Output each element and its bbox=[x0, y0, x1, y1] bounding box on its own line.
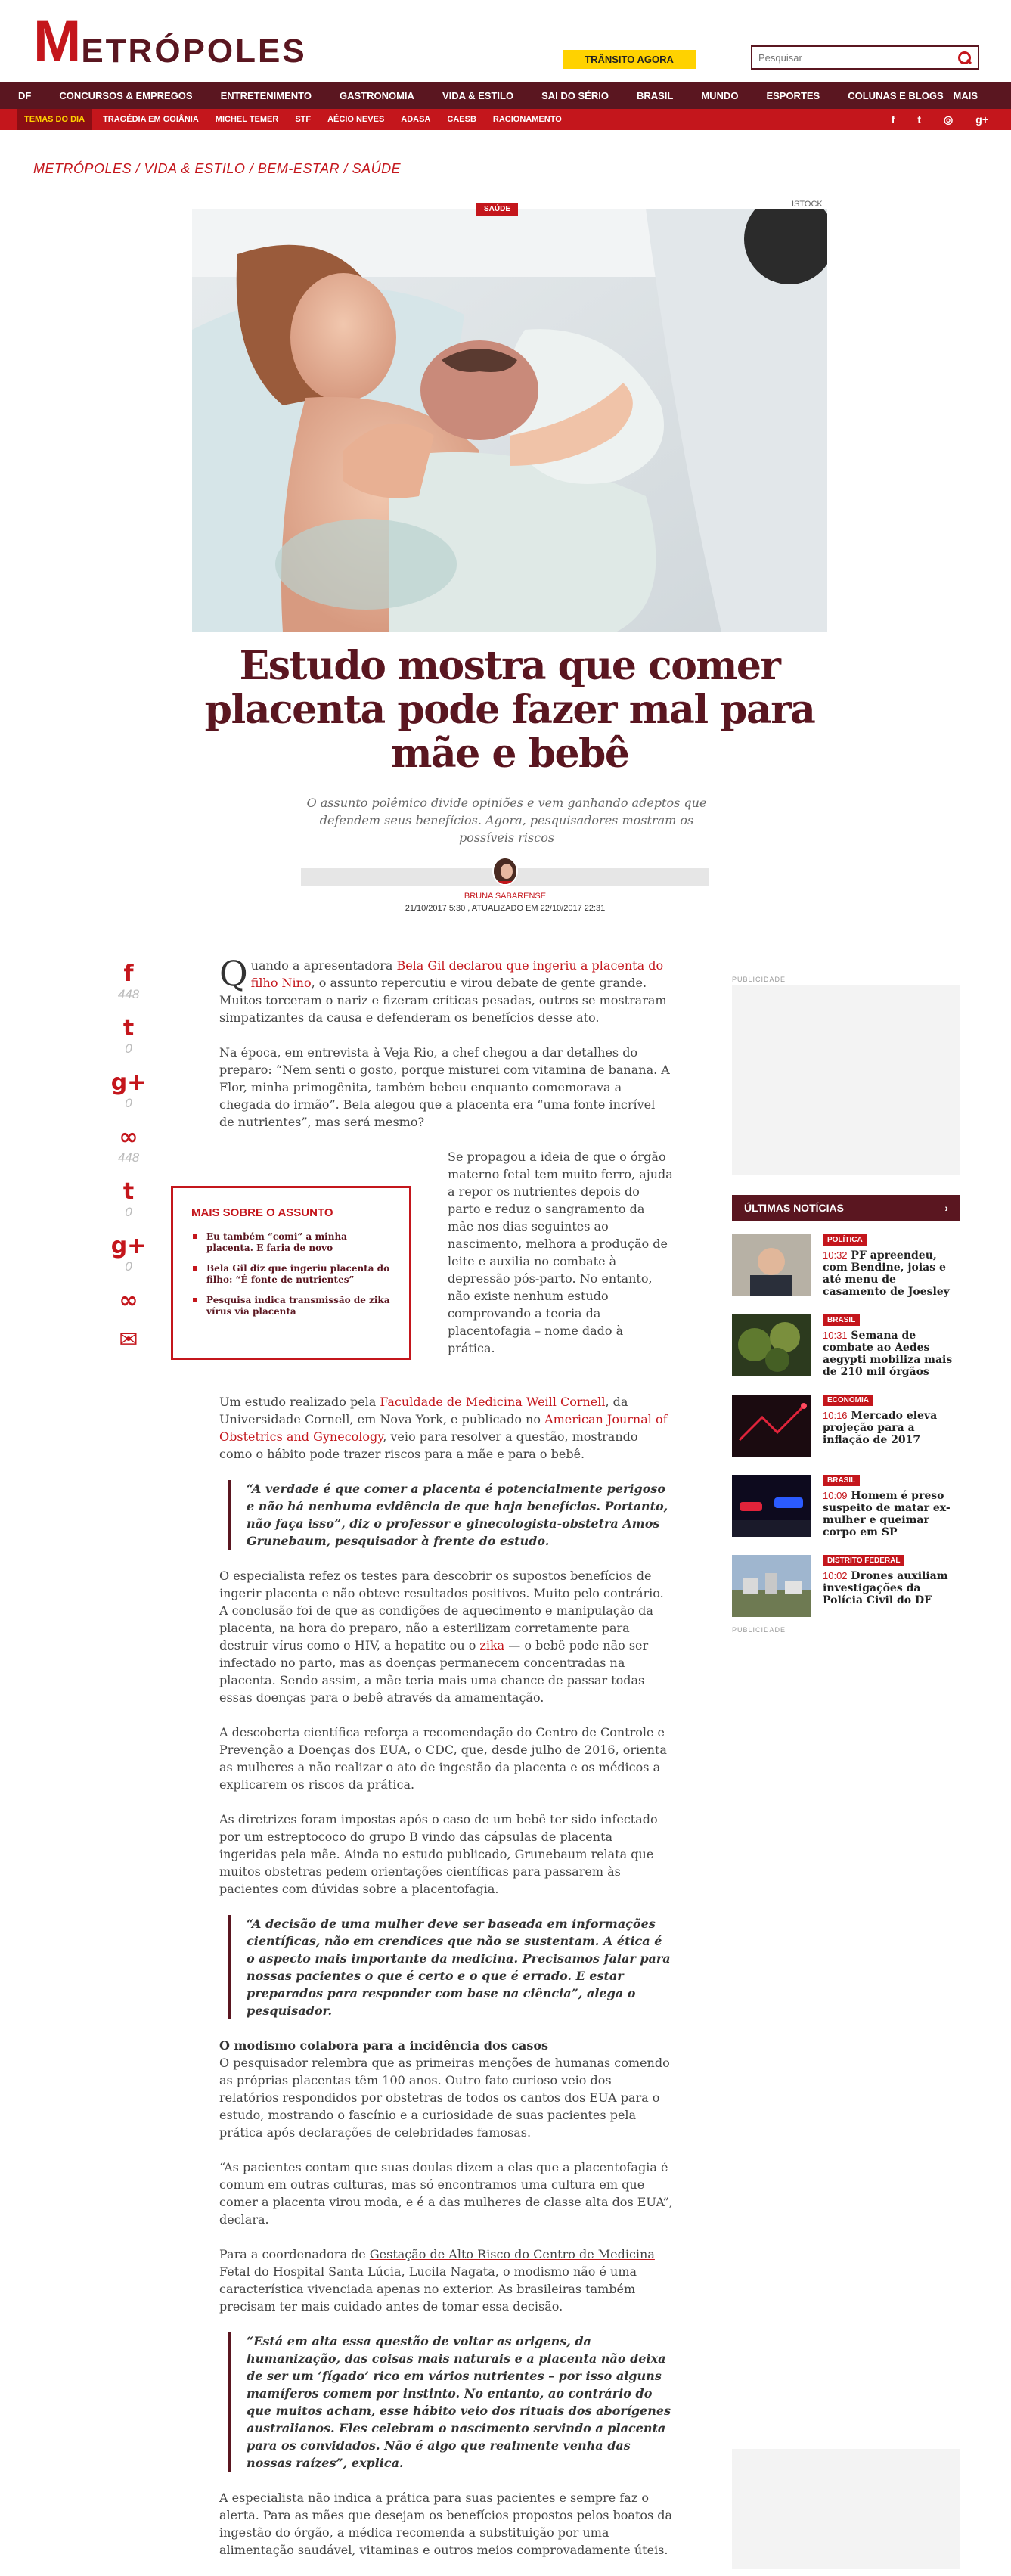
news-category: DISTRITO FEDERAL bbox=[823, 1555, 904, 1566]
topic-link[interactable]: AÉCIO NEVES bbox=[327, 115, 385, 124]
news-thumbnail bbox=[732, 1475, 811, 1537]
news-time: 10:32 bbox=[823, 1249, 848, 1261]
paragraph: As diretrizes foram impostas após o caso de um bebê ter sido infectado por um estreptococo do grupo B vindo das cápsulas de placenta ingeridas pela mãe. Ainda no estudo publicado, Grunebaum relata que muitos obstetras pedem orientações científicas para passarem às pacientes com dúvidas sobre a placentofagia. bbox=[219, 1812, 658, 1896]
news-thumbnail bbox=[732, 1395, 811, 1457]
text: , da Universidade Cornell, em Nova York, e publicado no bbox=[219, 1395, 628, 1426]
section-heading: O modismo colabora para a incidência dos casos bbox=[219, 2038, 549, 2053]
twitter-icon[interactable]: t bbox=[917, 113, 922, 126]
news-headline bbox=[823, 1330, 963, 1378]
logo-wordmark: ETRÓPOLES bbox=[81, 33, 307, 70]
facebook-icon[interactable]: f bbox=[891, 113, 895, 126]
twitter-icon: t bbox=[122, 1015, 135, 1041]
topic-link[interactable]: ADASA bbox=[401, 115, 431, 124]
article-headline: Estudo mostra que comer placenta pode fazer mal para mãe e bebê bbox=[204, 643, 815, 777]
news-text: Semana de combate ao Aedes aegypti mobiliza mais de 210 mil órgãos bbox=[823, 1330, 953, 1378]
nav-item-concursos[interactable]: CONCURSOS & EMPREGOS bbox=[59, 89, 193, 101]
text: Para a coordenadora de bbox=[219, 2247, 370, 2261]
paragraph: “As pacientes contam que suas doulas dizem a elas que a placentofagia é comum em outras culturas, mas só encontramos uma cultura em que comer a placenta virou moda, e é a das mulheres de classe alta dos EUA”, declara. bbox=[219, 2160, 673, 2227]
paragraph: A descoberta científica reforça a recomendação do Centro de Controle e Prevenção a Doenças dos EUA, o CDC, que, desde julho de 2016, orienta as mulheres a não realizar o ato de ingestão da placenta e os médicos a explicarem os riscos da prática. bbox=[219, 1725, 667, 1792]
google-plus-icon: g+ bbox=[110, 1233, 147, 1259]
nav-item-gastronomia[interactable]: GASTRONOMIA bbox=[339, 89, 414, 101]
ultimas-noticias-title: ÚLTIMAS NOTÍCIAS bbox=[744, 1202, 844, 1214]
article-link[interactable]: Bela Gil declarou que ingeriu a placenta do filho Nino bbox=[250, 958, 664, 990]
paragraph bbox=[219, 1567, 673, 1706]
nav-item-vida-estilo[interactable]: VIDA & ESTILO bbox=[442, 89, 514, 101]
news-time: 10:31 bbox=[823, 1330, 848, 1341]
news-time: 10:16 bbox=[823, 1410, 848, 1421]
share-count: 0 bbox=[125, 1205, 132, 1219]
article-subtitle: O assunto polêmico divide opiniões e vem ganhando adeptos que defendem seus benefícios. Agora, pesquisadores mostram os possíveis riscos bbox=[306, 796, 707, 845]
nav-item-mundo[interactable]: MUNDO bbox=[701, 89, 739, 101]
news-item[interactable] bbox=[732, 1395, 960, 1461]
text: , o modismo não é uma característica vivenciada apenas no exterior. As brasileiras também precisam ter mais cuidado antes de tomar essa decisão. bbox=[219, 2264, 637, 2314]
ad-label: PUBLICIDADE bbox=[732, 1626, 786, 1634]
logo-initial: M bbox=[33, 9, 80, 73]
news-text: Drones auxiliam investigações da Polícia Civil do DF bbox=[823, 1570, 948, 1606]
news-thumbnail bbox=[732, 1234, 811, 1296]
text: O especialista refez os testes para descobrir os supostos benefícios de ingerir placenta e não obteve resultados positivos. Muito pelo contrário. A conclusão foi de que as condições de aquecimento e manipulação da placenta, na hora do preparo, não a esterilizam corretamente para destruir vírus como o HIV, a hepatite ou o bbox=[219, 1569, 664, 1653]
transito-agora-button[interactable]: TRÂNSITO AGORA bbox=[563, 50, 696, 69]
paragraph: Se propagou a ideia de que o órgão materno fetal tem muito ferro, ajuda a repor os nutrientes depois do parto e reduz o sangramento da mãe nos dias seguintes ao nascimento, melhora a produção de leite e auxilia no combate à depressão pós-parto. No entanto, não existe nenhum estudo comprovando a teoria da placentofagia – nome dado à prática. bbox=[448, 1150, 673, 1355]
ad-slot[interactable] bbox=[732, 985, 960, 1175]
chevron-right-icon: › bbox=[944, 1202, 948, 1214]
related-link[interactable]: Pesquisa indica transmissão de zika vírus via placenta bbox=[191, 1295, 391, 1317]
google-plus-icon: g+ bbox=[110, 1069, 147, 1096]
paragraph bbox=[219, 2245, 673, 2315]
instagram-icon[interactable]: ◎ bbox=[944, 113, 954, 126]
publish-date: 21/10/2017 5:30 , ATUALIZADO EM 22/10/2017 22:31 bbox=[405, 904, 606, 913]
news-category: ECONOMIA bbox=[823, 1395, 873, 1406]
news-time: 10:02 bbox=[823, 1570, 848, 1581]
share-link[interactable] bbox=[113, 1289, 144, 1313]
news-category: BRASIL bbox=[823, 1475, 860, 1486]
mother-and-newborn-photo bbox=[192, 209, 827, 632]
photo-credit: ISTOCK bbox=[792, 200, 823, 209]
facebook-icon: f bbox=[123, 961, 134, 987]
news-item[interactable] bbox=[732, 1314, 960, 1381]
topics-bar bbox=[0, 109, 1011, 130]
topic-link[interactable]: MICHEL TEMER bbox=[215, 115, 279, 124]
site-header bbox=[0, 0, 1011, 82]
topic-link[interactable]: TRAGÉDIA EM GOIÂNIA bbox=[103, 115, 199, 124]
pull-quote: “A verdade é que comer a placenta é potencialmente perigoso e não há nenhuma evidência de que haja benefícios. Portanto, não faça isso”, diz o professor e ginecologista-obstetra Amos Grunebaum, pesquisador à frente do estudo. bbox=[228, 1480, 673, 1550]
news-text: Homem é preso suspeito de matar ex-mulher e queimar corpo em SP bbox=[823, 1490, 951, 1538]
paragraph: Na época, em entrevista à Veja Rio, a chef chegou a dar detalhes do preparo: “Nem senti o gosto, porque misturei com vitamina de banana. A Flor, minha primogênita, também bebeu enquanto comemorava a chegada do irmão”. Bela alegou que a placenta era “uma fonte incrível de nutrientes”, mas será mesmo? bbox=[219, 1045, 670, 1129]
text: — o bebê pode não ser infectado no parto, mas as doenças permanecem concentradas na placenta. Sendo assim, a mãe teria mais uma chance de passar todas essas doenças para o bebê através da amamentação. bbox=[219, 1638, 649, 1705]
drop-cap: Q bbox=[219, 953, 248, 994]
related-link[interactable]: Bela Gil diz que ingeriu placenta do filho: “É fonte de nutrientes” bbox=[191, 1263, 391, 1286]
google-plus-icon[interactable]: g+ bbox=[975, 113, 988, 126]
paragraph: O pesquisador relembra que as primeiras menções de humanas comendo as próprias placentas têm 100 anos. Outro fato curioso veio dos relatórios respondidos por obstetras de todos os cantos dos EUA para o estudo, mostrando o fascínio e a curiosidade de suas pacientes pela prática após declarações de celebridades famosas. bbox=[219, 2056, 670, 2140]
share-twitter[interactable] bbox=[113, 1180, 144, 1219]
nav-item-entretenimento[interactable]: ENTRETENIMENTO bbox=[220, 89, 312, 101]
paragraph bbox=[219, 1393, 673, 1463]
text: Um estudo realizado pela bbox=[219, 1395, 380, 1409]
news-thumbnail bbox=[732, 1555, 811, 1617]
share-count: 0 bbox=[125, 1259, 132, 1274]
nav-item-df[interactable]: DF bbox=[18, 89, 32, 101]
news-headline bbox=[823, 1490, 963, 1538]
link-icon: ∞ bbox=[119, 1287, 138, 1314]
news-text: Mercado eleva projeção para a inflação de 2017 bbox=[823, 1410, 938, 1446]
share-email[interactable] bbox=[113, 1328, 144, 1352]
article-link[interactable]: Gestação de Alto Risco do Centro de Medicina Fetal do Hospital Santa Lúcia, Lucila Nagata bbox=[219, 2247, 655, 2279]
email-icon: ✉ bbox=[119, 1327, 138, 1353]
twitter-icon: t bbox=[122, 1178, 135, 1205]
nav-item-sai-do-serio[interactable]: SAI DO SÉRIO bbox=[541, 89, 609, 101]
text: uando a apresentadora bbox=[250, 958, 397, 973]
related-box-title: MAIS SOBRE O ASSUNTO bbox=[191, 1206, 333, 1219]
topic-link[interactable]: RACIONAMENTO bbox=[492, 115, 562, 124]
news-category: BRASIL bbox=[823, 1314, 860, 1326]
search-icon[interactable] bbox=[957, 50, 972, 65]
author-name[interactable]: BRUNA SABARENSE bbox=[464, 892, 547, 901]
social-links bbox=[892, 109, 988, 130]
news-headline bbox=[823, 1249, 963, 1298]
breadcrumb[interactable]: METRÓPOLES / VIDA & ESTILO / BEM-ESTAR / SAÚDE bbox=[33, 161, 402, 176]
news-time: 10:09 bbox=[823, 1490, 848, 1501]
nav-item-brasil[interactable]: BRASIL bbox=[636, 89, 674, 101]
ad-slot[interactable] bbox=[732, 2449, 960, 2569]
category-tag[interactable]: SAÚDE bbox=[476, 203, 518, 216]
news-item[interactable] bbox=[732, 1475, 960, 1541]
topic-link[interactable]: STF bbox=[295, 115, 312, 124]
article-link[interactable]: American Journal of Obstetrics and Gynecology bbox=[219, 1412, 668, 1444]
link-icon: ∞ bbox=[119, 1124, 138, 1150]
share-count: 448 bbox=[117, 987, 140, 1001]
article-body bbox=[219, 953, 673, 2576]
share-count: 0 bbox=[125, 1041, 132, 1056]
news-headline bbox=[823, 1570, 963, 1606]
news-item[interactable] bbox=[732, 1555, 960, 1622]
news-item[interactable] bbox=[732, 1234, 960, 1301]
news-headline bbox=[823, 1410, 963, 1446]
news-text: PF apreendeu, com Bendine, joias e até menu de casamento de Joesley bbox=[823, 1249, 950, 1298]
share-column bbox=[110, 961, 147, 1367]
share-twitter[interactable] bbox=[113, 1016, 144, 1056]
topic-link[interactable]: CAESB bbox=[447, 115, 476, 124]
news-category: POLÍTICA bbox=[823, 1234, 867, 1246]
pull-quote: “Está em alta essa questão de voltar as origens, da humanização, das coisas mais naturais e a placenta não deixa de ser um ‘fígado’ rico em vários nutrientes – por isso alguns mamíferos comem por instinto. No entanto, ao contrário do que muitos acham, esse hábito veio dos rituais dos aborígenes australianos. Eles celebram o nascimento servindo a placenta para os convidados. Não é algo que realmente venha das nossas raízes”, explica. bbox=[228, 2332, 673, 2472]
share-facebook[interactable] bbox=[113, 962, 144, 1001]
main-nav bbox=[0, 82, 1011, 109]
ultimas-noticias-header[interactable] bbox=[732, 1195, 960, 1221]
nav-item-mais[interactable]: MAIS bbox=[953, 89, 978, 101]
related-link[interactable]: Eu também “comi” a minha placenta. E faria de novo bbox=[191, 1231, 391, 1254]
share-count: 448 bbox=[117, 1150, 140, 1165]
share-count: 0 bbox=[125, 1096, 132, 1110]
hero-image bbox=[192, 209, 827, 632]
search-input[interactable] bbox=[758, 52, 957, 64]
nav-item-esportes[interactable]: ESPORTES bbox=[766, 89, 820, 101]
nav-item-colunas[interactable]: COLUNAS E BLOGS bbox=[848, 89, 944, 101]
search-box bbox=[751, 45, 979, 70]
text: , o assunto repercutiu e virou debate de gente grande. Muitos torceram o nariz e fizeram críticas pesadas, outros se mostraram simpatizantes da causa e defenderam os benefícios desse ato. bbox=[219, 976, 667, 1025]
paragraph: A especialista não indica a prática para suas pacientes e sempre faz o alerta. Para as mães que desejam os benefícios propostos pelos boatos da ingestão do órgão, a médica recomenda a substituição por uma alimentação saudável, vitaminas e outros meios comprovadamente úteis. bbox=[219, 2491, 673, 2557]
text: , veio para resolver a questão, mostrando como o hábito pode trazer riscos para a mãe e para o bebê. bbox=[219, 1429, 638, 1461]
temas-do-dia-label: TEMAS DO DIA bbox=[17, 109, 92, 130]
pull-quote: “A decisão de uma mulher deve ser baseada em informações científicas, não em crendices que não se sustentam. A ética é o aspecto mais importante da medicina. Precisamos falar para nossas pacientes o que é certo e o que é errado. E estar preparados para responder com base na ciência”, alega o pesquisador. bbox=[228, 1915, 673, 2019]
share-google-plus[interactable] bbox=[110, 1233, 147, 1274]
paragraph bbox=[219, 953, 673, 1026]
share-google-plus[interactable] bbox=[110, 1069, 147, 1110]
article-link[interactable]: Faculdade de Medicina Weill Cornell bbox=[380, 1395, 606, 1409]
ad-label: PUBLICIDADE bbox=[732, 976, 786, 983]
news-thumbnail bbox=[732, 1314, 811, 1376]
author-avatar[interactable] bbox=[492, 857, 518, 886]
article-link[interactable]: zika bbox=[479, 1638, 505, 1653]
site-logo[interactable] bbox=[33, 9, 307, 73]
share-link[interactable] bbox=[113, 1125, 144, 1165]
